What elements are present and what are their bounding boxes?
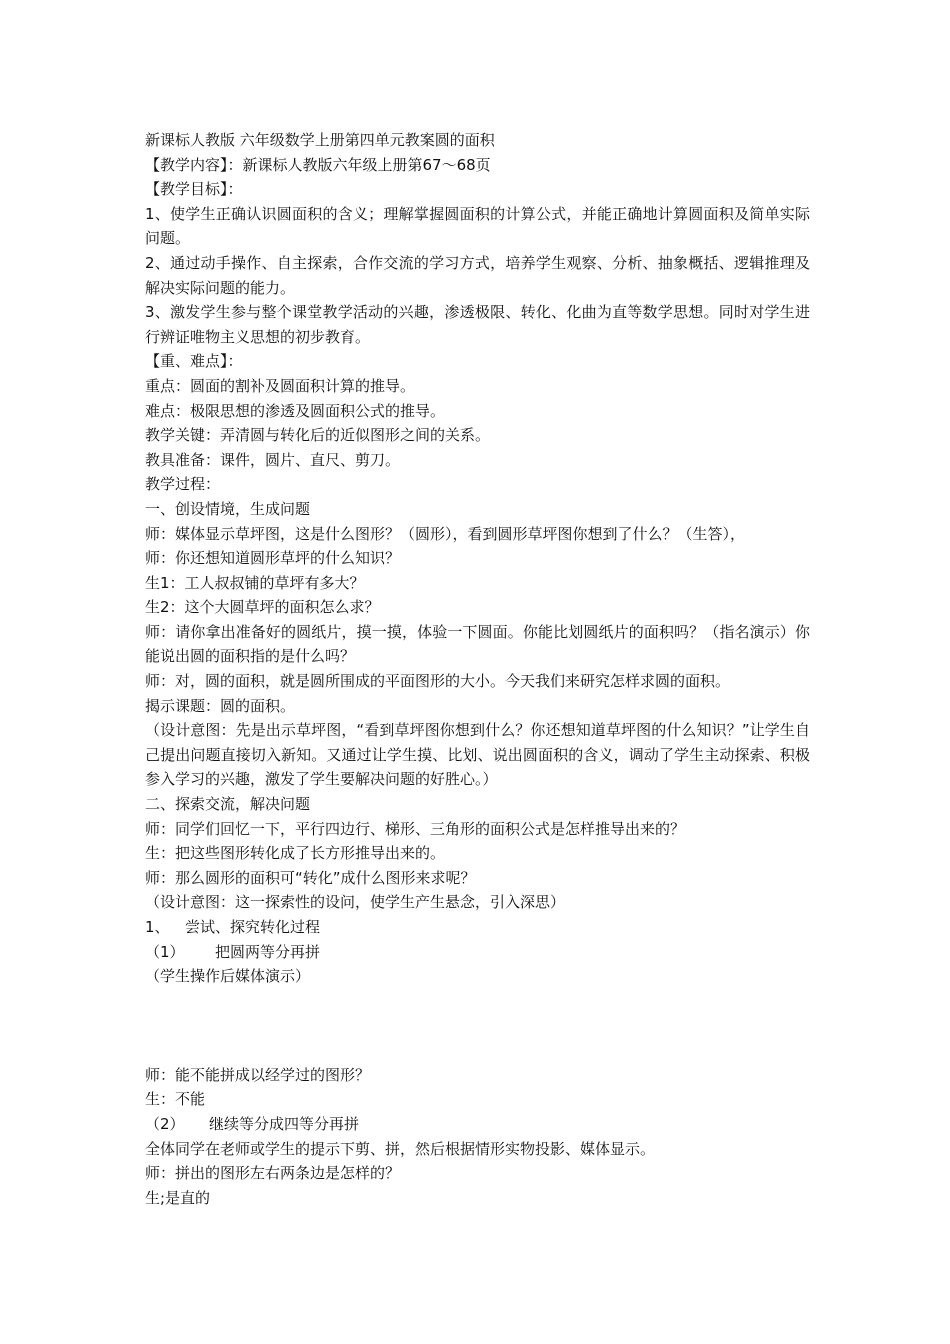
substep-1-number: （1） bbox=[145, 942, 185, 961]
substep-1-text: 把圆两等分再拼 bbox=[215, 942, 321, 961]
paragraph: 师：同学们回忆一下，平行四边行、梯形、三角形的面积公式是怎样推导出来的？ bbox=[145, 819, 686, 838]
design-intent-2: （设计意图：这一探索性的设问，使学生产生悬念，引入深思） bbox=[145, 893, 566, 912]
design-intent-1: （设计意图：先是出示草坪图，“看到草坪图你想到什么？你还想知道草坪图的什么知识？”让学生自己提出问题直接切入新知。又通过让学生摸、比划、说出圆面积的含义，调动了学生主动探索、积极参入学习的兴趣，激发了学生要解决问题的好胜心。） bbox=[145, 721, 810, 789]
substep-2-number: （2） bbox=[145, 1114, 185, 1133]
substep-1-note: （学生操作后媒体演示） bbox=[145, 967, 311, 986]
section-2-heading: 二、探索交流，解决问题 bbox=[145, 795, 311, 814]
doc-title: 新课标人教版 六年级数学上册第四单元教案圆的面积 bbox=[145, 131, 495, 149]
paragraph: 生：不能 bbox=[145, 1090, 206, 1109]
substep-2 bbox=[145, 1112, 810, 1137]
section-1-heading: 一、创设情境，生成问题 bbox=[145, 499, 311, 518]
paragraph: 生：把这些图形转化成了长方形推导出来的。 bbox=[145, 844, 446, 863]
teaching-key: 教学关键：弄清圆与转化后的近似图形之间的关系。 bbox=[145, 426, 491, 445]
paragraph: 师：你还想知道圆形草坪的什么知识？ bbox=[145, 549, 401, 568]
paragraph: 师：能不能拼成以经学过的图形？ bbox=[145, 1065, 371, 1084]
substep-1 bbox=[145, 940, 810, 965]
paragraph: 师：请你拿出准备好的圆纸片，摸一摸，体验一下圆面。你能比划圆纸片的面积吗？（指名演示）你能说出圆的面积指的是什么吗？ bbox=[145, 622, 810, 666]
goal-3: 3、激发学生参与整个课堂教学活动的兴趣，渗透极限、转化、化曲为直等数学思想。同时对学生进行辨证唯物主义思想的初步教育。 bbox=[145, 303, 810, 346]
teaching-content-line: 【教学内容】：新课标人教版六年级上册第67～68页 bbox=[145, 155, 491, 174]
paragraph: 揭示课题：圆的面积。 bbox=[145, 696, 296, 715]
document-body bbox=[145, 128, 810, 1210]
paragraph: 生;是直的 bbox=[145, 1188, 211, 1207]
goals-heading: 【教学目标】： bbox=[145, 180, 243, 199]
paragraph: 全体同学在老师或学生的提示下剪、拼，然后根据情形实物投影、媒体显示。 bbox=[145, 1139, 656, 1158]
key-point: 重点：圆面的割补及圆面积计算的推导。 bbox=[145, 376, 416, 395]
paragraph: 生2：这个大圆草坪的面积怎么求？ bbox=[145, 598, 380, 617]
teaching-tools: 教具准备：课件，圆片、直尺、剪刀。 bbox=[145, 450, 401, 469]
key-heading: 【重、难点】： bbox=[145, 352, 243, 371]
difficulty-point: 难点：极限思想的渗透及圆面积公式的推导。 bbox=[145, 401, 446, 420]
paragraph: 师：对，圆的面积，就是圆所围成的平面图形的大小。今天我们来研究怎样求圆的面积。 bbox=[145, 672, 731, 691]
paragraph: 师：那么圆形的面积可“转化”成什么图形来求呢？ bbox=[145, 868, 476, 887]
paragraph: 师：拼出的图形左右两条边是怎样的？ bbox=[145, 1164, 401, 1183]
paragraph: 师：媒体显示草坪图，这是什么图形？（圆形），看到圆形草坪图你想到了什么？（生答）， bbox=[145, 524, 746, 543]
step-1-text: 尝试、探究转化过程 bbox=[185, 918, 321, 936]
process-heading: 教学过程： bbox=[145, 475, 221, 494]
step-1 bbox=[145, 915, 810, 940]
paragraph: 生1：工人叔叔铺的草坪有多大？ bbox=[145, 573, 365, 592]
goal-1: 1、使学生正确认识圆面积的含义；理解掌握圆面积的计算公式，并能正确地计算圆面积及简单实际问题。 bbox=[145, 204, 810, 248]
step-1-number: 1、 bbox=[145, 918, 170, 936]
goal-2: 2、通过动手操作、自主探索，合作交流的学习方式，培养学生观察、分析、抽象概括、逻辑推理及解决实际问题的能力。 bbox=[145, 253, 810, 297]
blank-space bbox=[145, 989, 810, 1063]
substep-2-text: 继续等分成四等分再拼 bbox=[209, 1114, 360, 1133]
